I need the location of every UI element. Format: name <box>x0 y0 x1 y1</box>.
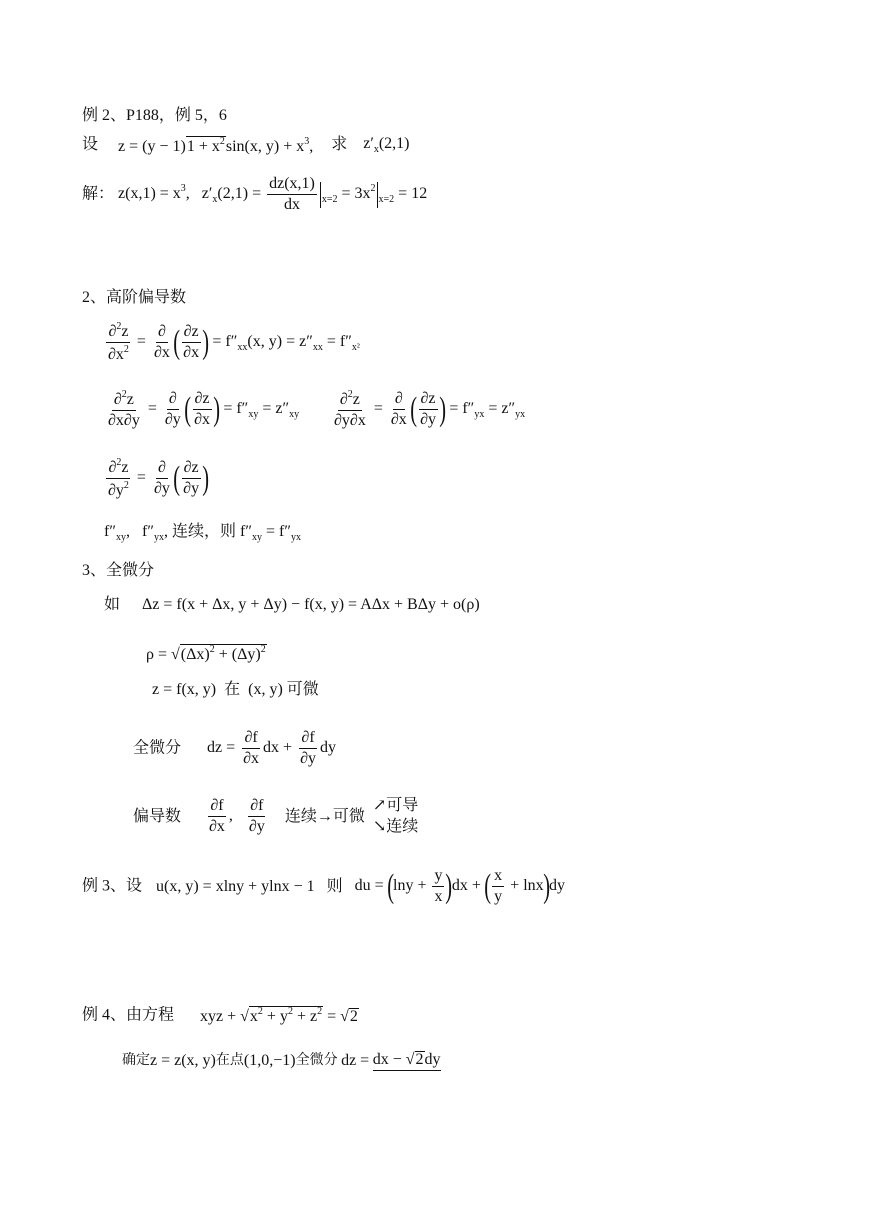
ex3-result: du = (lny + $\frac{y}{x}$ )dx + ( $\frac{x}{y}$ + lnx)dy <box>354 867 565 905</box>
sec2-cond: $f''_{xy}$, $f''_{yx}$, 连续，则 $f''_{xy} = f''_{yx}$ <box>104 523 302 543</box>
sec3-heading: 3、全微分 <box>82 562 155 579</box>
sec2-heading: 2、高阶偏导数 <box>82 289 187 306</box>
ex3-func: u(x, y) = xlny + ylnx − 1 <box>156 877 315 895</box>
arrow-down-icon: ↘ <box>372 817 387 835</box>
ex2-find-formula: $z'_x(2,1)$ <box>363 135 410 155</box>
arrow-up-icon: ↗ <box>372 797 387 814</box>
ex2-solution-line <box>82 176 427 213</box>
ex2-given-formula: $z = (y - 1)1 + x^2\sin(x$, $y) + x^3$, <box>118 136 314 155</box>
ex4-at-point: 在点 <box>215 1053 244 1069</box>
ex2-find-label: 求 <box>331 136 348 154</box>
ex3-then: 则 <box>326 877 343 895</box>
sec2-eq2a: $\frac{\partial^2z}{\partial x\partial y}$ = $\frac{\partial}{\partial y}$ ( $\frac{\partial z}{\partial x}$ ) = $f''_{xy} = z''_{xy}$ <box>108 389 300 429</box>
sec3-branches <box>373 796 418 838</box>
ex4-line <box>82 1006 359 1025</box>
ex4-zdef: z = z(x, y) <box>150 1052 216 1069</box>
ex2-solution-formula: $z(x,1) = x^3$, $z'_x(2,1)$ = $\frac{dz(x,1)}{dx}$ $_{x=2} = 3x^2_{x=2} = 12$ <box>118 175 428 213</box>
ex2-solution-label: 解： <box>82 185 115 203</box>
sec3-arrow-icon: → <box>316 807 333 825</box>
ex4-label: 例 4、由方程 <box>82 1006 175 1024</box>
sec3-diffable: 可微 <box>332 807 365 825</box>
sec3-partial-line <box>133 796 418 838</box>
sec3-branch-down: 连续 <box>386 817 419 835</box>
sec3-branch-up: 可导 <box>386 797 419 814</box>
ex2-given-label: 设 <box>82 136 99 154</box>
ex3-label: 例 3、设 <box>82 877 143 895</box>
sec2-eq2b: $\frac{\partial^2z}{\partial y\partial x}$ = $\frac{\partial}{\partial x}$ ( $\frac{\partial z}{\partial y}$ ) = $f''_{yx} = z''_{yx}$ <box>334 389 526 429</box>
ex3-line <box>82 868 565 905</box>
ex4-total: 全微分 <box>295 1053 338 1069</box>
sec3-delta-line <box>104 597 480 613</box>
ex4-dz-lhs: dz = <box>341 1052 370 1069</box>
sec3-if-label: 如 <box>104 596 121 613</box>
ex4-determine-line <box>122 1051 441 1071</box>
ex4-point: (1,0,−1) <box>243 1052 296 1069</box>
sec3-partial-label: 偏导数 <box>133 807 182 825</box>
sec3-cont-text: 连续 <box>284 807 317 825</box>
sec3-partial-formula: $\frac{\partial f}{\partial x}$ , $\frac{\partial f}{\partial y}$ <box>209 797 265 836</box>
sec3-rho-formula: $\rho = √(\Delta x)^2 + (\Delta y)^2$ <box>146 644 266 663</box>
ex2-given-line <box>82 136 410 155</box>
sec3-delta-formula: Δz = f(x + Δx, y + Δy) − f(x, y) = AΔx + BΔy + o(ρ) <box>142 596 480 614</box>
sec2-eq3: $\frac{\partial^2z}{\partial y^2}$ = $\frac{\partial}{\partial y}$ ( $\frac{\partial z}{\partial y}$ ) <box>108 457 210 499</box>
ex4-answer: dx − √2dy <box>373 1051 441 1071</box>
sec3-total-formula: dz = $\frac{\partial f}{\partial x}$ dx + $\frac{\partial f}{\partial y}$ dy <box>207 729 336 767</box>
sec2-eq1: $\frac{\partial^2z}{\partial x^2}$ = $\frac{\partial}{\partial x}$ ( $\frac{\partial z}{\partial x}$ ) = $f''_{xx}(x$, $y) = z''_{xx} = f''_{x^2}$ <box>108 321 360 363</box>
ex2-title: 例 2、P188，例 5，6 <box>82 107 227 124</box>
sec3-total-line <box>133 730 336 767</box>
sec3-total-label: 全微分 <box>133 739 182 757</box>
ex4-determine: 确定 <box>122 1053 150 1069</box>
ex4-equation: xyz + $√x^2 + y^2 + z^2 = √2$ <box>200 1006 358 1025</box>
sec3-diff-text: z = f(x, y) 在 (x, y) 可微 <box>152 681 319 698</box>
